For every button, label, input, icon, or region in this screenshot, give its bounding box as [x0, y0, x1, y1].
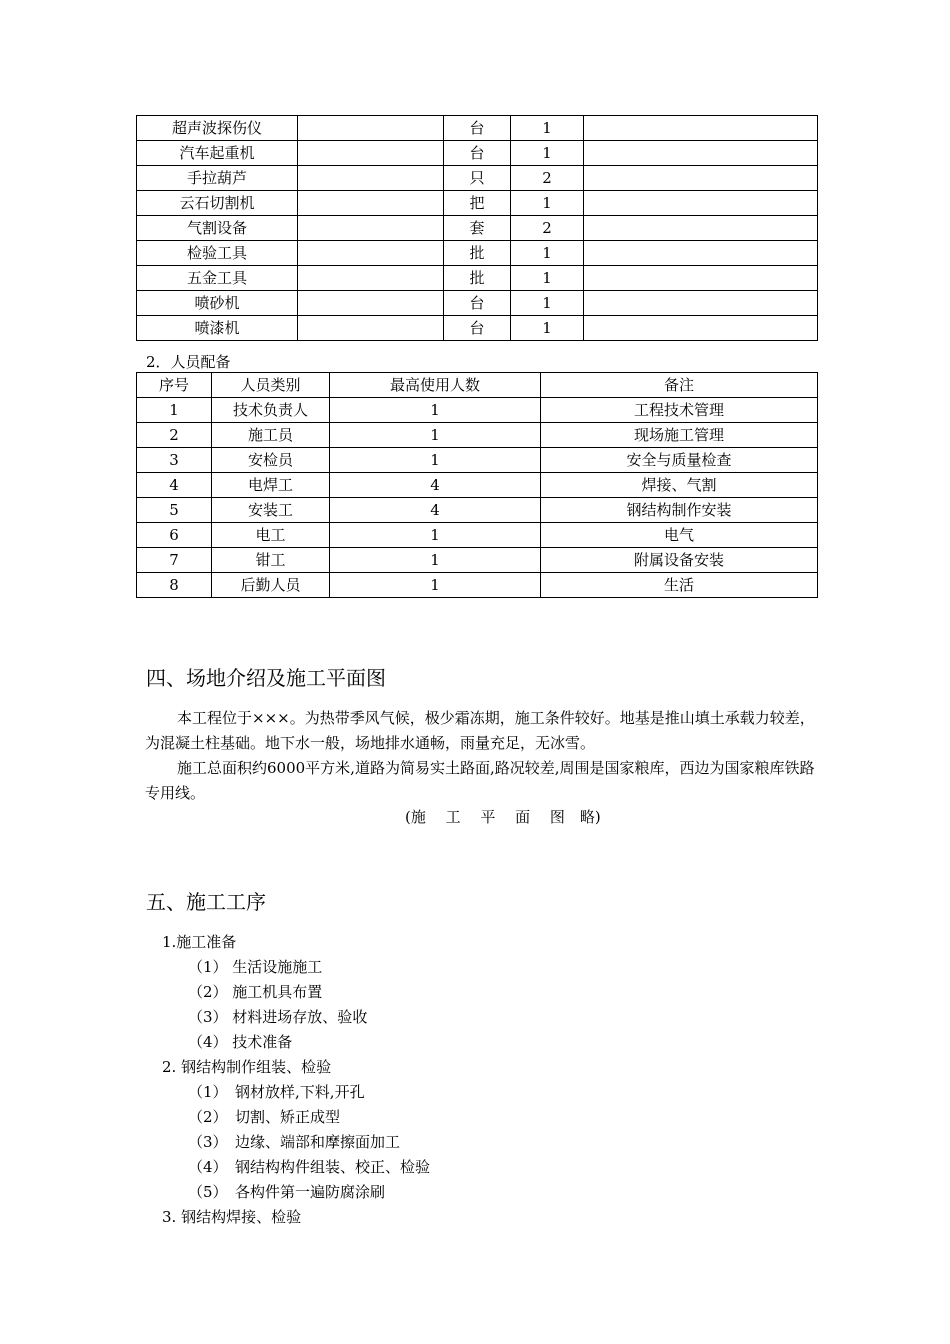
equipment-qty-cell: 1 [511, 291, 584, 316]
equipment-name-cell: 五金工具 [137, 266, 298, 291]
equipment-qty-cell: 1 [511, 116, 584, 141]
staff-no-cell: 4 [137, 473, 212, 498]
procedure-substep: （4） 技术准备 [188, 1033, 293, 1051]
equipment-qty-cell: 1 [511, 316, 584, 341]
staff-max-cell: 1 [330, 398, 541, 423]
equipment-qty-cell: 1 [511, 141, 584, 166]
equipment-spec-cell [298, 141, 444, 166]
staff-row [137, 498, 818, 523]
staff-row [137, 523, 818, 548]
procedure-step: 3. 钢结构焊接、检验 [162, 1208, 302, 1226]
equipment-name-cell: 喷砂机 [137, 291, 298, 316]
staff-max-cell: 4 [330, 473, 541, 498]
equipment-row [137, 266, 818, 291]
staff-category-cell: 钳工 [212, 548, 330, 573]
equipment-note-cell [584, 316, 818, 341]
staff-category-cell: 技术负责人 [212, 398, 330, 423]
staff-table [136, 372, 818, 598]
equipment-name-cell: 喷漆机 [137, 316, 298, 341]
staff-row [137, 423, 818, 448]
staff-max-cell: 1 [330, 548, 541, 573]
equipment-unit-cell: 台 [444, 291, 511, 316]
staff-max-cell: 1 [330, 423, 541, 448]
equipment-note-cell [584, 141, 818, 166]
equipment-name-cell: 检验工具 [137, 241, 298, 266]
figure-omitted-note: (施 工 平 面 图 略) [405, 808, 601, 826]
equipment-qty-cell: 1 [511, 241, 584, 266]
staff-row [137, 573, 818, 598]
staff-no-cell: 1 [137, 398, 212, 423]
equipment-row [137, 166, 818, 191]
staff-row [137, 473, 818, 498]
equipment-unit-cell: 台 [444, 316, 511, 341]
equipment-spec-cell [298, 266, 444, 291]
staff-note-cell: 安全与质量检查 [541, 448, 818, 473]
equipment-row [137, 116, 818, 141]
header-seq: 序号 [137, 373, 212, 398]
staff-category-cell: 后勤人员 [212, 573, 330, 598]
staff-max-cell: 1 [330, 448, 541, 473]
staff-max-cell: 1 [330, 523, 541, 548]
procedure-step: 1.施工准备 [162, 933, 237, 951]
header-max-count: 最高使用人数 [330, 373, 541, 398]
equipment-spec-cell [298, 191, 444, 216]
staff-no-cell: 8 [137, 573, 212, 598]
equipment-note-cell [584, 241, 818, 266]
staff-category-cell: 电焊工 [212, 473, 330, 498]
equipment-unit-cell: 台 [444, 141, 511, 166]
equipment-note-cell [584, 191, 818, 216]
procedure-substep: （5） 各构件第一遍防腐涂刷 [188, 1183, 386, 1201]
equipment-row [137, 316, 818, 341]
staff-note-cell: 生活 [541, 573, 818, 598]
equipment-qty-cell: 2 [511, 166, 584, 191]
staff-category-cell: 安装工 [212, 498, 330, 523]
procedure-substep: （1） 钢材放样,下料,开孔 [188, 1083, 365, 1101]
staff-table-header [137, 373, 818, 398]
staff-no-cell: 6 [137, 523, 212, 548]
equipment-note-cell [584, 116, 818, 141]
staff-max-cell: 4 [330, 498, 541, 523]
equipment-unit-cell: 只 [444, 166, 511, 191]
equipment-row [137, 241, 818, 266]
staff-max-cell: 1 [330, 573, 541, 598]
equipment-spec-cell [298, 166, 444, 191]
staff-note-cell: 焊接、气割 [541, 473, 818, 498]
equipment-note-cell [584, 166, 818, 191]
staff-no-cell: 5 [137, 498, 212, 523]
equipment-spec-cell [298, 241, 444, 266]
header-note: 备注 [541, 373, 818, 398]
procedure-substep: （3） 材料进场存放、验收 [188, 1008, 368, 1026]
section4-paragraph-2: 施工总面积约6000平方米,道路为简易实土路面,路况较差,周围是国家粮库，西边为国家粮库铁路专用线。 [145, 759, 815, 802]
procedure-substep: （4） 钢结构构件组装、校正、检验 [188, 1158, 431, 1176]
equipment-name-cell: 汽车起重机 [137, 141, 298, 166]
staff-note-cell: 附属设备安装 [541, 548, 818, 573]
equipment-qty-cell: 2 [511, 216, 584, 241]
procedure-substep: （3） 边缘、端部和摩擦面加工 [188, 1133, 401, 1151]
equipment-spec-cell [298, 291, 444, 316]
equipment-unit-cell: 把 [444, 191, 511, 216]
equipment-row [137, 191, 818, 216]
equipment-unit-cell: 批 [444, 266, 511, 291]
equipment-name-cell: 云石切割机 [137, 191, 298, 216]
procedure-substep: （1） 生活设施施工 [188, 958, 323, 976]
section4-heading: 四、场地介绍及施工平面图 [146, 666, 386, 690]
staff-section-title: 2．人员配备 [146, 353, 231, 371]
staff-note-cell: 电气 [541, 523, 818, 548]
equipment-row [137, 291, 818, 316]
equipment-note-cell [584, 266, 818, 291]
equipment-name-cell: 超声波探伤仪 [137, 116, 298, 141]
equipment-qty-cell: 1 [511, 266, 584, 291]
staff-no-cell: 7 [137, 548, 212, 573]
equipment-name-cell: 气割设备 [137, 216, 298, 241]
staff-category-cell: 电工 [212, 523, 330, 548]
equipment-spec-cell [298, 116, 444, 141]
equipment-row [137, 216, 818, 241]
section5-heading: 五、施工工序 [146, 890, 266, 914]
equipment-name-cell: 手拉葫芦 [137, 166, 298, 191]
procedure-substep: （2） 切割、矫正成型 [188, 1108, 341, 1126]
equipment-table [136, 115, 818, 341]
equipment-note-cell [584, 216, 818, 241]
staff-note-cell: 钢结构制作安装 [541, 498, 818, 523]
equipment-row [137, 141, 818, 166]
staff-note-cell: 工程技术管理 [541, 398, 818, 423]
section4-paragraph-1: 本工程位于×××。为热带季风气候，极少霜冻期，施工条件较好。地基是推山填土承载力较差，为混凝土柱基础。地下水一般，场地排水通畅，雨量充足，无冰雪。 [145, 709, 815, 752]
staff-no-cell: 3 [137, 448, 212, 473]
staff-no-cell: 2 [137, 423, 212, 448]
staff-row [137, 398, 818, 423]
header-category: 人员类别 [212, 373, 330, 398]
equipment-unit-cell: 台 [444, 116, 511, 141]
staff-row [137, 548, 818, 573]
procedure-step: 2. 钢结构制作组装、检验 [162, 1058, 332, 1076]
staff-category-cell: 安检员 [212, 448, 330, 473]
staff-category-cell: 施工员 [212, 423, 330, 448]
equipment-spec-cell [298, 316, 444, 341]
staff-row [137, 448, 818, 473]
equipment-note-cell [584, 291, 818, 316]
equipment-spec-cell [298, 216, 444, 241]
staff-note-cell: 现场施工管理 [541, 423, 818, 448]
procedure-substep: （2） 施工机具布置 [188, 983, 323, 1001]
equipment-qty-cell: 1 [511, 191, 584, 216]
equipment-unit-cell: 套 [444, 216, 511, 241]
equipment-unit-cell: 批 [444, 241, 511, 266]
